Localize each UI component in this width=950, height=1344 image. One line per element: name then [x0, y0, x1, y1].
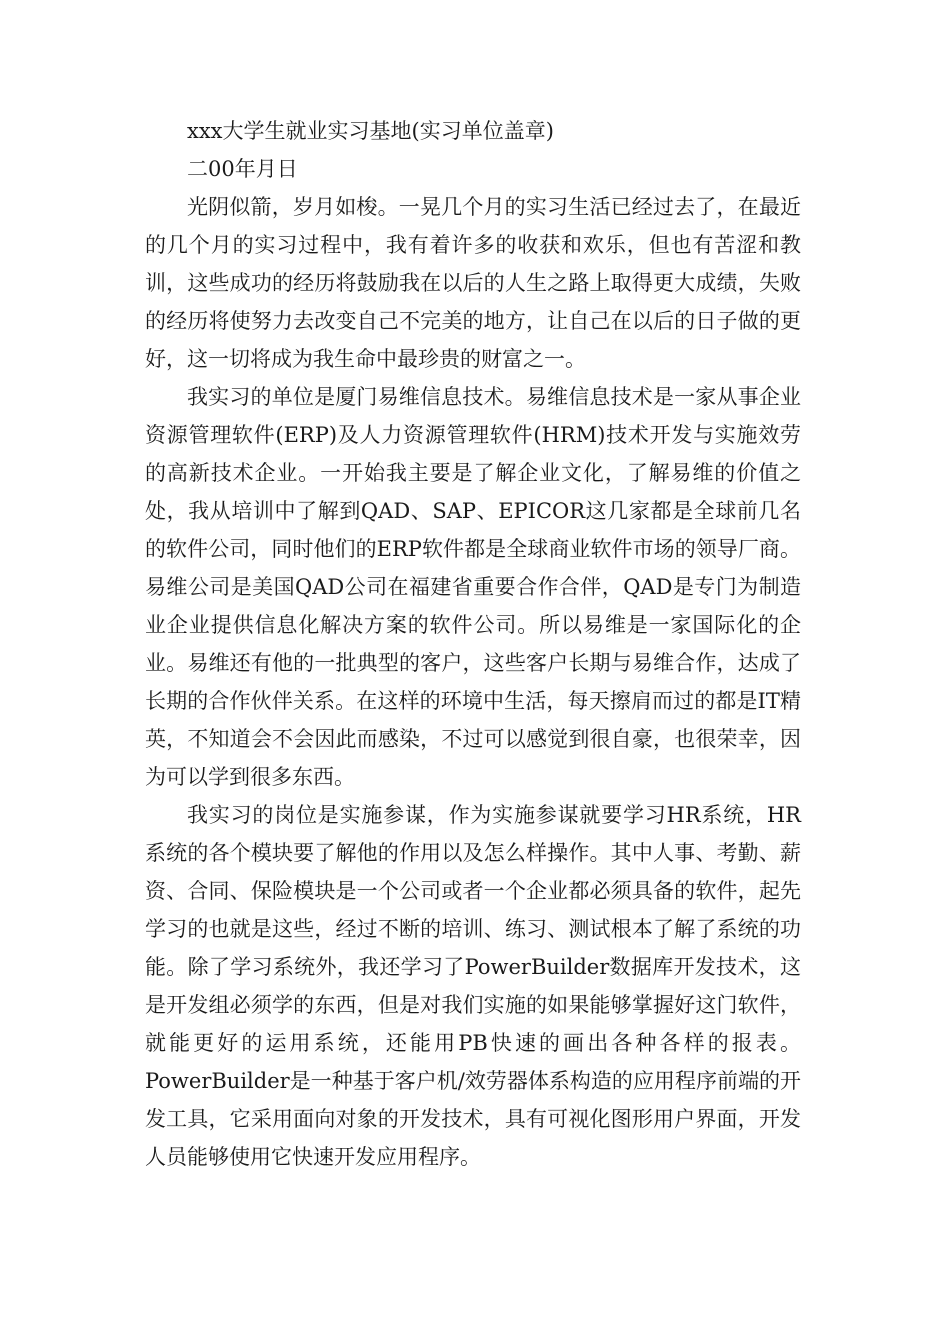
header-line: xxx大学生就业实习基地(实习单位盖章) — [187, 119, 554, 143]
paragraph-intro: 光阴似箭，岁月如梭。一晃几个月的实习生活已经过去了，在最近的几个月的实习过程中，我有着许多的收获和欢乐，但也有苦涩和教训，这些成功的经历将鼓励我在以后的人生之路上取得更大成绩，失败的经历将使努力去改变自己不完美的地方，让自己在以后的日子做的更好，这一切将成为我生命中最珍贵的财富之一。 — [145, 195, 801, 371]
date-line: 二00年月日 — [187, 157, 298, 181]
document-body — [145, 112, 801, 1176]
paragraph-position: 我实习的岗位是实施参谋，作为实施参谋就要学习HR系统，HR系统的各个模块要了解他的作用以及怎么样操作。其中人事、考勤、薪资、合同、保险模块是一个公司或者一个企业都必须具备的软件，起先学习的也就是这些，经过不断的培训、练习、测试根本了解了系统的功能。除了学习系统外，我还学习了PowerBuilder数据库开发技术，这是开发组必须学的东西，但是对我们实施的如果能够掌握好这门软件，就能更好的运用系统，还能用PB快速的画出各种各样的报表。PowerBuilder是一种基于客户机/效劳器体系构造的应用程序前端的开发工具，它采用面向对象的开发技术，具有可视化图形用户界面，开发人员能够使用它快速开发应用程序。 — [145, 803, 801, 1169]
paragraph-company: 我实习的单位是厦门易维信息技术。易维信息技术是一家从事企业资源管理软件(ERP)及人力资源管理软件(HRM)技术开发与实施效劳的高新技术企业。一开始我主要是了解企业文化，了解易维的价值之处，我从培训中了解到QAD、SAP、EPICOR这几家都是全球前几名的软件公司，同时他们的ERP软件都是全球商业软件市场的领导厂商。易维公司是美国QAD公司在福建省重要合作合伴，QAD是专门为制造业企业提供信息化解决方案的软件公司。所以易维是一家国际化的企业。易维还有他的一批典型的客户，这些客户长期与易维合作，达成了长期的合作伙伴关系。在这样的环境中生活，每天擦肩而过的都是IT精英，不知道会不会因此而感染，不过可以感觉到很自豪，也很荣幸，因为可以学到很多东西。 — [145, 385, 801, 789]
